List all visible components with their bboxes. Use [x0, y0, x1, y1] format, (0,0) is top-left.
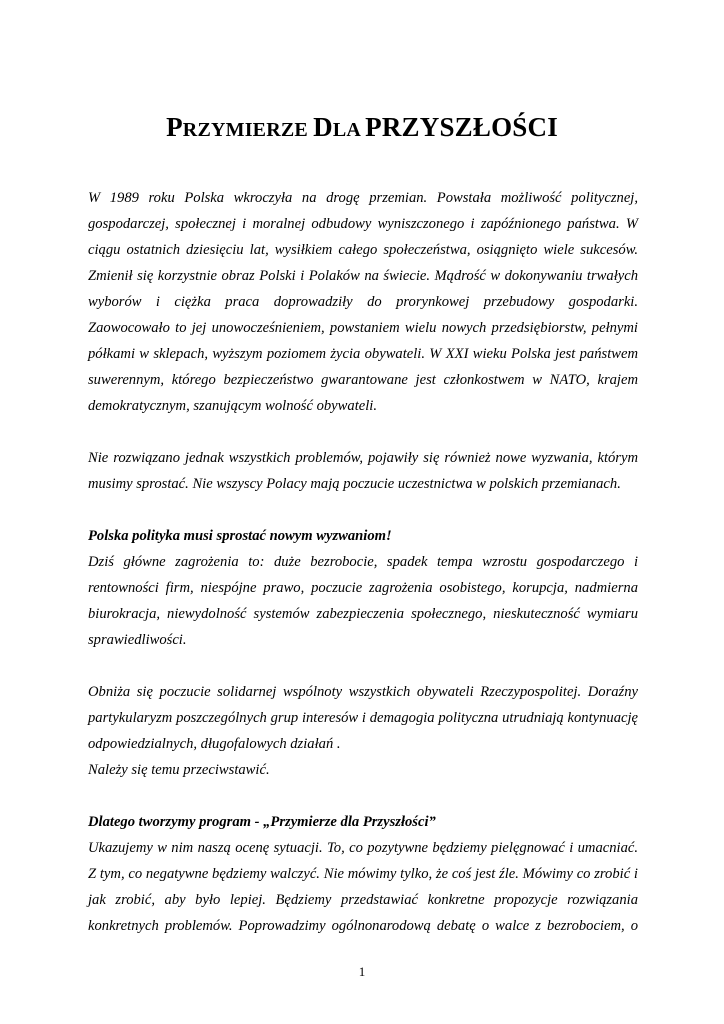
title-smallcaps: RZYMIERZE: [182, 119, 314, 141]
text-line: Dziś główne zagrożenia to: duże bezrobocie, spadek tempa wzrostu gospodarczego i: [88, 554, 638, 570]
text-line: Zmienił się korzystnie obraz Polski i Polaków na świecie. Mądrość w dokonywaniu trwałych: [88, 268, 638, 284]
text-line: odpowiedzialnych, długofalowych działań .: [88, 736, 341, 752]
text-line: Nie rozwiązano jednak wszystkich problemów, pojawiły się również nowe wyzwania, którym: [88, 450, 638, 466]
text-line: partykularyzm poszczególnych grup interesów i demagogia polityczna utrudniają kontynuację: [88, 710, 638, 726]
text-line: konkretnych problemów. Poprowadzimy ogólnonarodową debatę o walce z bezrobociem, o: [88, 918, 638, 934]
text-line: Zaowocowało to jej unowocześnieniem, powstaniem wielu nowych przedsiębiorstw, pełnymi: [88, 320, 638, 336]
text-line: Należy się temu przeciwstawić.: [88, 762, 270, 778]
paragraph-gap: [88, 497, 638, 523]
text-line: Z tym, co negatywne będziemy walczyć. Nie mówimy tylko, że coś jest źle. Mówimy co zrobić i: [88, 866, 638, 882]
text-line: Ukazujemy w nim naszą ocenę sytuacji. To, co pozytywne będziemy pielęgnować i umacniać.: [88, 840, 638, 856]
text-line: półkami w sklepach, wyższym poziomem życia obywateli. W XXI wieku Polska jest państwem: [88, 346, 638, 362]
text-line: demokratycznym, szanującym wolność obywateli.: [88, 398, 377, 414]
paragraph-gap: [88, 653, 638, 679]
text-line: sprawiedliwości.: [88, 632, 187, 648]
text-line: jak zrobić, aby było lepiej. Będziemy przedstawiać konkretne propozycje rozwiązania: [88, 892, 638, 908]
paragraph-gap: [88, 419, 638, 445]
page-number: 1: [358, 964, 366, 979]
text-line: suwerennym, którego bezpieczeństwo gwarantowane jest członkostwem w NATO, krajem: [88, 372, 638, 388]
paragraph-gap: [88, 783, 638, 809]
title-word: PRZYSZŁOŚCI: [365, 112, 558, 142]
text-line: W 1989 roku Polska wkroczyła na drogę przemian. Powstała możliwość politycznej,: [88, 190, 638, 206]
text-line: musimy sprostać. Nie wszyscy Polacy mają poczucie uczestnictwa w polskich przemianach.: [88, 476, 621, 492]
text-line: wyborów i ciężka praca doprowadziły do prorynkowej przebudowy gospodarki.: [88, 294, 638, 310]
text-line: Obniża się poczucie solidarnej wspólnoty wszystkich obywateli Rzeczypospolitej. Doraźny: [88, 684, 638, 700]
title-initial: P: [166, 112, 183, 142]
section-heading: Polska polityka musi sprostać nowym wyzwaniom!: [88, 528, 392, 544]
text-line: biurokracja, niewydolność systemów zabezpieczenia społecznego, nieskuteczność wymiaru: [88, 606, 638, 622]
title-smallcaps: LA: [332, 119, 366, 141]
text-line: ciągu ostatnich dziesięciu lat, wysiłkiem całego społeczeństwa, osiągnięto wiele sukcesów.: [88, 242, 638, 258]
text-line: rentowności firm, niespójne prawo, poczucie zagrożenia osobistego, korupcja, nadmierna: [88, 580, 638, 596]
section-heading: Dlatego tworzymy program - „Przymierze dla Przyszłości”: [88, 814, 436, 830]
title-initial: D: [313, 112, 333, 142]
document-title: [0, 112, 724, 143]
body-text: [88, 185, 638, 939]
text-line: gospodarczej, społecznej i moralnej odbudowy wyniszczonego i zapóźnionego państwa. W: [88, 216, 638, 232]
